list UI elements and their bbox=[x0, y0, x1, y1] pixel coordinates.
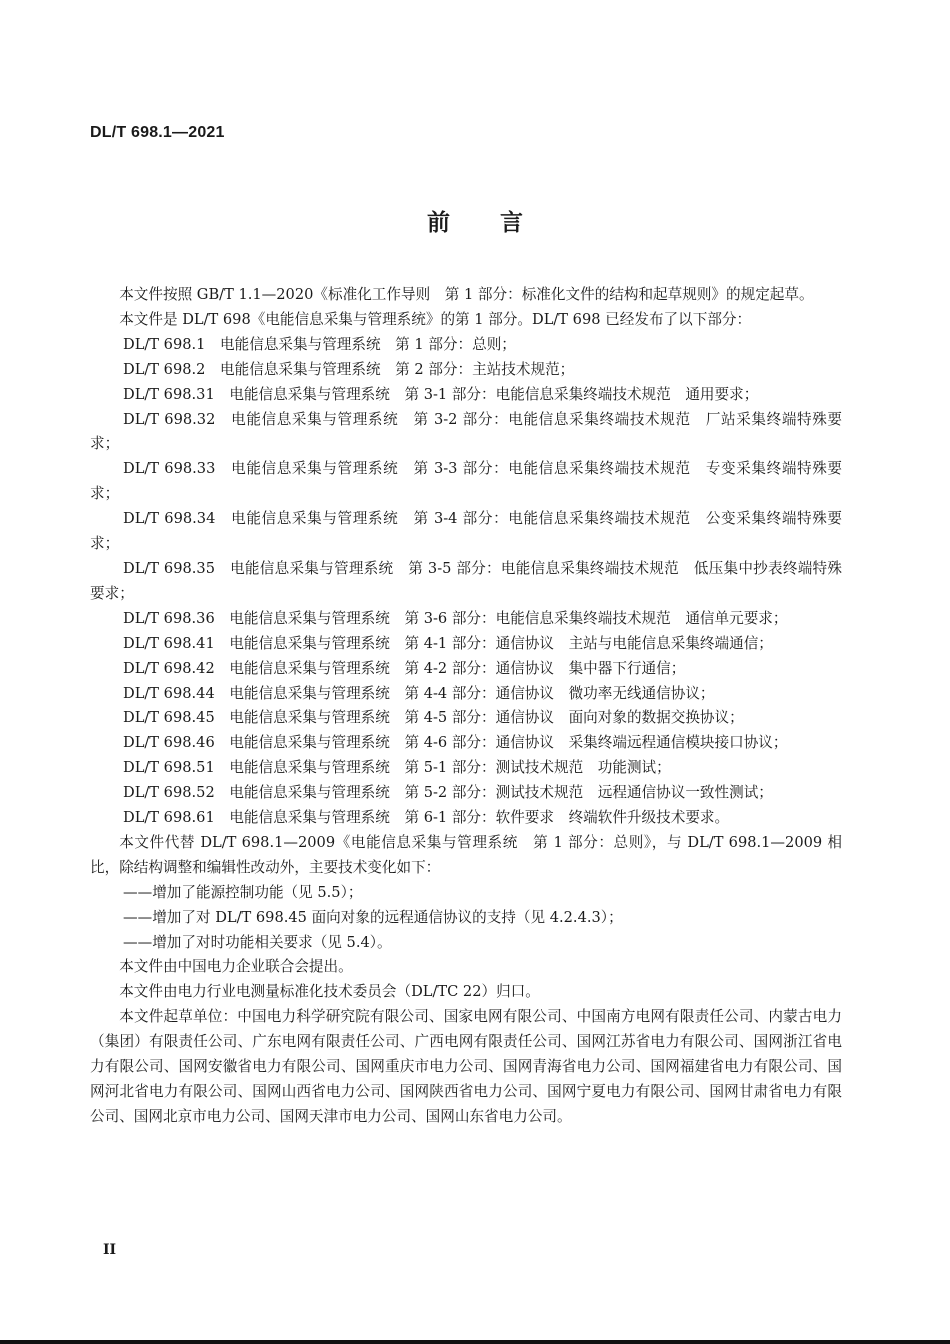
foreword-body bbox=[90, 283, 842, 1130]
document-number: DL/T 698.1—2021 bbox=[90, 124, 225, 141]
page-title: 前言 bbox=[427, 210, 573, 236]
replacement-paragraph: 本文件代替 DL/T 698.1—2009《电能信息采集与管理系统 第 1 部分：总则》，与 DL/T 698.1—2009 相比，除结构调整和编辑性改动外，主要技术变化如下： bbox=[90, 833, 842, 876]
intro-paragraph: 本文件按照 GB/T 1.1—2020《标准化工作导则 第 1 部分：标准化文件的结构和起草规则》的规定起草。 bbox=[119, 286, 814, 303]
committee-paragraph: 本文件由电力行业电测量标准化技术委员会（DL/TC 22）归口。 bbox=[119, 983, 540, 1001]
part-list-item: DL/T 698.31 电能信息采集与管理系统 第 3-1 部分：电能信息采集终端技术规范 通用要求； bbox=[123, 385, 759, 403]
part-list-item: DL/T 698.2 电能信息采集与管理系统 第 2 部分：主站技术规范； bbox=[123, 360, 575, 378]
part-list-item: DL/T 698.52 电能信息采集与管理系统 第 5-2 部分：测试技术规范 远程通信协议一致性测试； bbox=[123, 784, 773, 802]
part-list-item: DL/T 698.41 电能信息采集与管理系统 第 4-1 部分：通信协议 主站与电能信息采集终端通信； bbox=[123, 634, 773, 652]
part-list-item: DL/T 698.35 电能信息采集与管理系统 第 3-5 部分：电能信息采集终端技术规范 低压集中抄表终端特殊要求； bbox=[90, 559, 842, 602]
bottom-edge-rule bbox=[0, 1340, 950, 1344]
part-list-item: DL/T 698.61 电能信息采集与管理系统 第 6-1 部分：软件要求 终端软件升级技术要求。 bbox=[123, 809, 730, 827]
page-number: II bbox=[103, 1242, 117, 1258]
part-list-item: DL/T 698.33 电能信息采集与管理系统 第 3-3 部分：电能信息采集终端技术规范 专变采集终端特殊要求； bbox=[90, 460, 842, 503]
change-item: ——增加了对 DL/T 698.45 面向对象的远程通信协议的支持（见 4.2.4.3）； bbox=[123, 908, 623, 926]
part-list-item: DL/T 698.36 电能信息采集与管理系统 第 3-6 部分：电能信息采集终端技术规范 通信单元要求； bbox=[123, 609, 788, 627]
drafting-units-paragraph: 本文件起草单位：中国电力科学研究院有限公司、国家电网有限公司、中国南方电网有限责任公司、内蒙古电力（集团）有限责任公司、广东电网有限责任公司、广西电网有限责任公司、国网江苏省电力有限公司、国网浙江省电力有限公司、国网安徽省电力有限公司、国网重庆市电力公司、国网青海省电力公司、国网福建省电力有限公司、国网河北省电力有限公司、国网山西省电力公司、国网陕西省电力公司、国网宁夏电力有限公司、国网甘肃省电力有限公司、国网北京市电力公司、国网天津市电力公司、国网山东省电力公司。 bbox=[90, 1008, 842, 1125]
part-list-item: DL/T 698.34 电能信息采集与管理系统 第 3-4 部分：电能信息采集终端技术规范 公变采集终端特殊要求； bbox=[90, 510, 842, 553]
change-item: ——增加了对时功能相关要求（见 5.4）。 bbox=[123, 933, 392, 951]
part-list-item: DL/T 698.45 电能信息采集与管理系统 第 4-5 部分：通信协议 面向对象的数据交换协议； bbox=[123, 709, 744, 727]
part-list-item: DL/T 698.51 电能信息采集与管理系统 第 5-1 部分：测试技术规范 功能测试； bbox=[123, 759, 671, 777]
proposer-paragraph: 本文件由中国电力企业联合会提出。 bbox=[119, 958, 353, 976]
change-item: ——增加了能源控制功能（见 5.5）； bbox=[123, 883, 363, 901]
part-list-item: DL/T 698.44 电能信息采集与管理系统 第 4-4 部分：通信协议 微功率无线通信协议； bbox=[123, 684, 715, 702]
part-list-item: DL/T 698.46 电能信息采集与管理系统 第 4-6 部分：通信协议 采集终端远程通信模块接口协议； bbox=[123, 734, 788, 752]
part-list-item: DL/T 698.1 电能信息采集与管理系统 第 1 部分：总则； bbox=[123, 335, 516, 353]
part-list-item: DL/T 698.32 电能信息采集与管理系统 第 3-2 部分：电能信息采集终端技术规范 厂站采集终端特殊要求； bbox=[90, 410, 842, 453]
intro-paragraph: 本文件是 DL/T 698《电能信息采集与管理系统》的第 1 部分。DL/T 698 已经发布了以下部分： bbox=[119, 310, 752, 328]
part-list-item: DL/T 698.42 电能信息采集与管理系统 第 4-2 部分：通信协议 集中器下行通信； bbox=[123, 659, 686, 677]
